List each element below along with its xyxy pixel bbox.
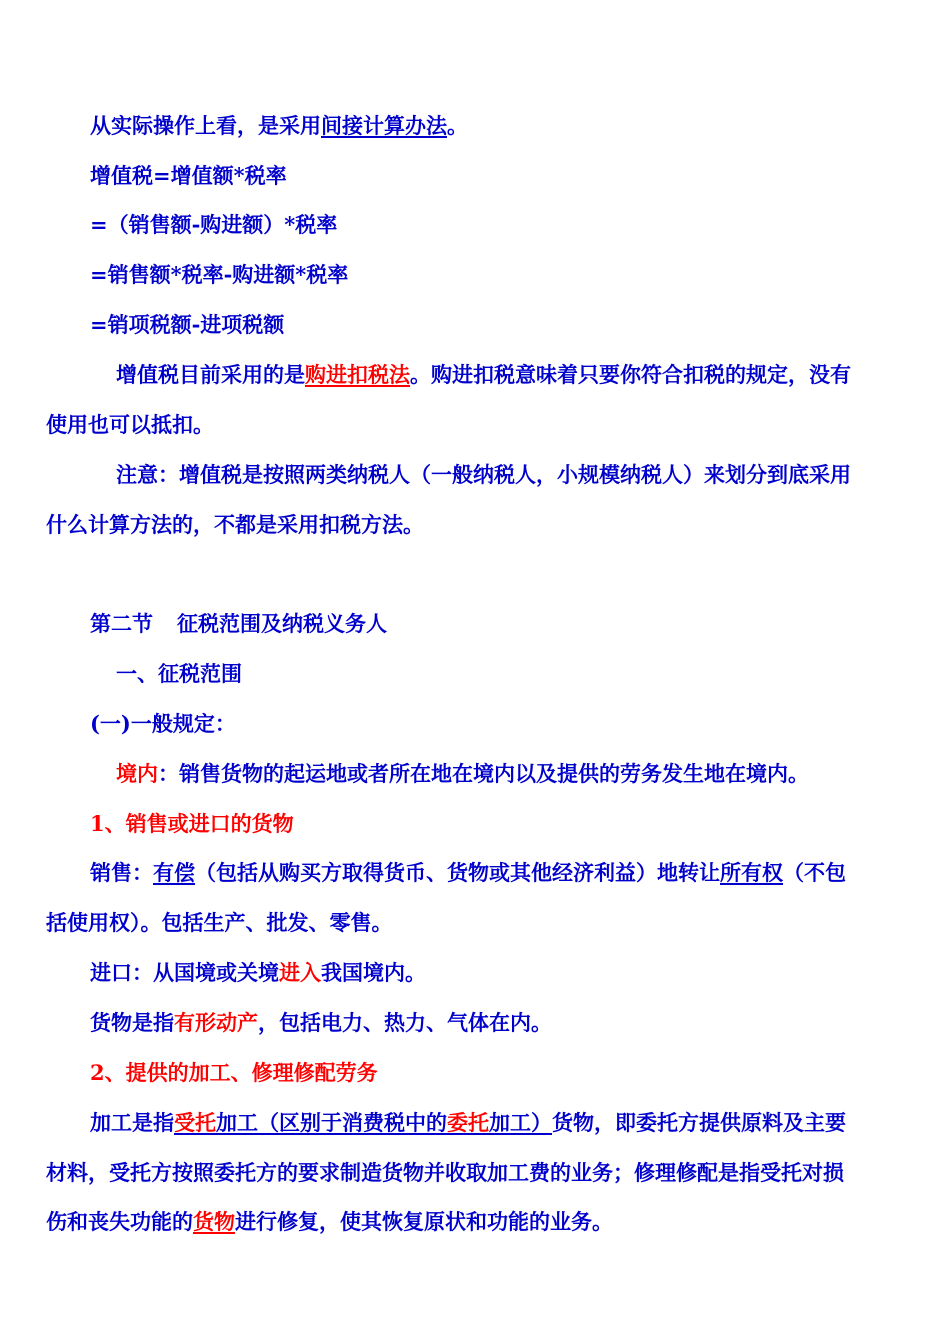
paragraph-sale-definition-cont: 括使用权）。包括生产、批发、零售。	[46, 910, 393, 935]
paragraph-sale-definition	[90, 858, 906, 888]
text: 货物是指	[90, 1010, 174, 1035]
highlight-term-purchase-deduction: 购进扣税法	[305, 362, 410, 387]
text: 进口：从国境或关境	[90, 960, 279, 985]
subheading-scope: 一、征税范围	[116, 661, 242, 686]
section-heading	[90, 609, 906, 639]
text: 货物，即委托方提供原料及主要	[552, 1110, 846, 1135]
section-number: 第二节	[90, 611, 153, 636]
formula-line-1: 增值税=增值额*税率	[90, 163, 287, 188]
text: 伤和丧失功能的	[46, 1209, 193, 1234]
paragraph-deduction-method-cont: 使用也可以抵扣。	[46, 412, 214, 437]
text: （不包	[783, 860, 846, 885]
highlight-term-goods: 货物	[193, 1209, 235, 1234]
paragraph-processing-definition	[90, 1108, 906, 1138]
text: （包括从购买方取得货币、货物或其他经济利益）地转让	[195, 860, 720, 885]
highlight-term-domestic: 境内	[116, 761, 158, 786]
text: 。	[447, 113, 468, 138]
paragraph-domestic	[116, 759, 906, 789]
paragraph-processing-cont-1: 材料，受托方按照委托方的要求制造货物并收取加工费的业务；修理修配是指受托对损	[46, 1160, 844, 1185]
text: 增值税目前采用的是	[116, 362, 305, 387]
formula-line-4: =销项税额-进项税额	[90, 312, 285, 337]
text: 进行修复，使其恢复原状和功能的业务。	[235, 1209, 613, 1234]
text: ，包括电力、热力、气体在内。	[258, 1010, 552, 1035]
highlight-term-entrusting: 委托	[447, 1110, 489, 1135]
text: 从实际操作上看，是采用	[90, 113, 321, 138]
underlined-term-paid: 有偿	[153, 860, 195, 885]
heading-processing-repair: 2、提供的加工、修理修配劳务	[90, 1060, 378, 1085]
paragraph-processing-cont-2	[46, 1207, 906, 1237]
text: 加工（区别于消费税中的	[216, 1110, 447, 1135]
text: ：销售货物的起运地或者所在地在境内以及提供的劳务发生地在境内。	[158, 761, 809, 786]
highlight-term-entrusted: 受托	[174, 1110, 216, 1135]
text: 加工）	[489, 1110, 552, 1135]
underlined-term-ownership: 所有权	[720, 860, 783, 885]
text: 加工是指	[90, 1110, 174, 1135]
subheading-general-rules: (一)一般规定：	[90, 711, 236, 736]
highlight-term-tangible: 有形动产	[174, 1010, 258, 1035]
text: 销售：	[90, 860, 153, 885]
text: 我国境内。	[321, 960, 426, 985]
heading-goods-sale-import: 1、销售或进口的货物	[90, 811, 294, 836]
highlight-term-enter: 进入	[279, 960, 321, 985]
paragraph-note: 注意：增值税是按照两类纳税人（一般纳税人，小规模纳税人）来划分到底采用	[116, 462, 851, 487]
paragraph-note-cont: 什么计算方法的，不都是采用扣税方法。	[46, 512, 424, 537]
formula-line-2: =（销售额-购进额）*税率	[90, 212, 338, 237]
underlined-term-indirect-method: 间接计算办法	[321, 113, 447, 138]
paragraph-calculation-method	[90, 111, 906, 141]
paragraph-goods-definition	[90, 1008, 906, 1038]
section-title: 征税范围及纳税义务人	[177, 611, 387, 636]
paragraph-deduction-method	[116, 360, 906, 390]
formula-line-3: =销售额*税率-购进额*税率	[90, 262, 349, 287]
text: 。购进扣税意味着只要你符合扣税的规定，没有	[410, 362, 851, 387]
paragraph-import-definition	[90, 958, 906, 988]
